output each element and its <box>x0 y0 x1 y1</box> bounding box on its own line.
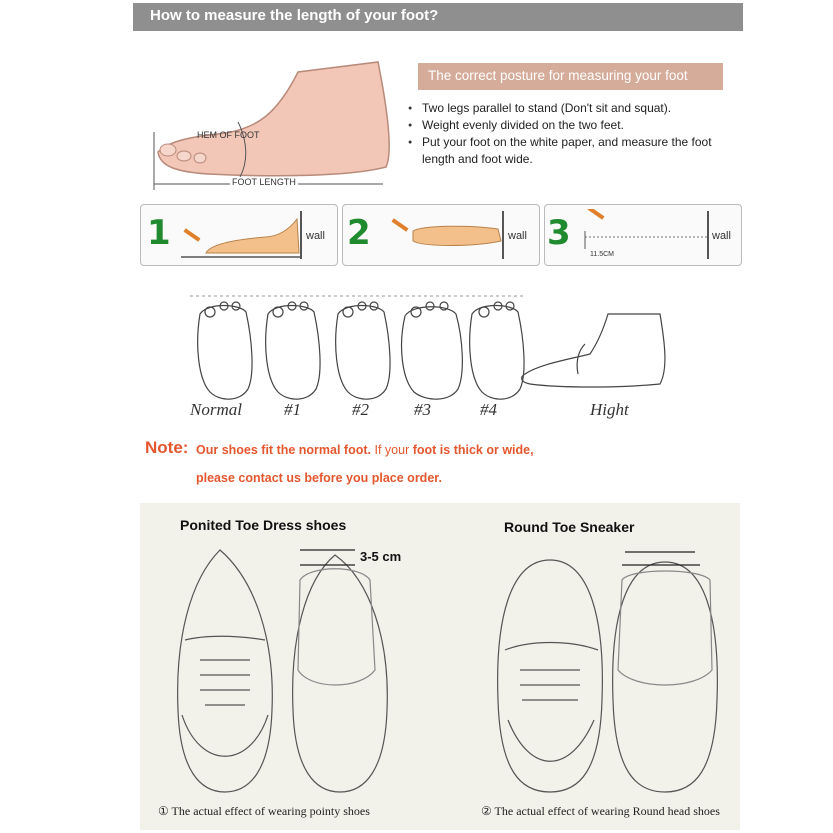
pointed-toe-title: Ponited Toe Dress shoes <box>180 517 347 533</box>
note-line-1-part-1: Our shoes fit the normal foot. <box>196 443 372 457</box>
foot-length-label: FOOT LENGTH <box>232 177 296 187</box>
gap-measure-label: 3-5 cm <box>360 549 402 564</box>
foot-type-label: Hight <box>590 400 629 419</box>
step-1-panel <box>140 204 338 266</box>
foot-type-label: #2 <box>352 400 369 419</box>
step-1-number: 1 <box>147 213 171 253</box>
step-3-number: 3 <box>547 213 571 253</box>
foot-type-label: #3 <box>414 400 431 419</box>
step-3-wall-label: wall <box>712 230 731 242</box>
step-3-measure-label: 11.5CM <box>590 251 614 258</box>
posture-bullet: ● Two legs parallel to stand (Don't sit and squat). <box>408 100 743 117</box>
page-title: How to measure the length of your foot? <box>150 7 439 24</box>
posture-bullet-list <box>408 100 743 168</box>
step-2-panel <box>342 204 540 266</box>
pointed-shoe-caption: ① The actual effect of wearing pointy shoes <box>158 804 370 818</box>
round-shoe-caption: ② The actual effect of wearing Round head shoes <box>481 804 720 818</box>
hem-of-foot-label: HEM OF FOOT <box>197 130 260 140</box>
foot-type-label: #1 <box>284 400 301 419</box>
foot-side-illustration <box>148 52 398 192</box>
foot-type-label: Normal <box>190 400 242 419</box>
step-3-panel <box>544 204 742 266</box>
posture-title: The correct posture for measuring your foot <box>428 68 688 83</box>
foot-type-label: #4 <box>480 400 497 419</box>
step-2-number: 2 <box>347 213 371 253</box>
posture-bullet: ● Put your foot on the white paper, and measure the foot length and foot wide. <box>408 134 743 168</box>
note-line-2: please contact us before you place order. <box>196 471 442 485</box>
step-1-wall-label: wall <box>306 230 325 242</box>
note-title: Note: <box>145 438 189 457</box>
shoe-drawings <box>160 540 730 798</box>
note-line-1-part-2: If your <box>374 443 410 457</box>
note-line-1 <box>196 443 534 457</box>
note-line-1-part-3: foot is thick or wide, <box>412 443 534 457</box>
round-toe-title: Round Toe Sneaker <box>504 519 635 535</box>
step-2-wall-label: wall <box>508 230 527 242</box>
posture-bullet: ● Weight evenly divided on the two feet. <box>408 117 743 134</box>
